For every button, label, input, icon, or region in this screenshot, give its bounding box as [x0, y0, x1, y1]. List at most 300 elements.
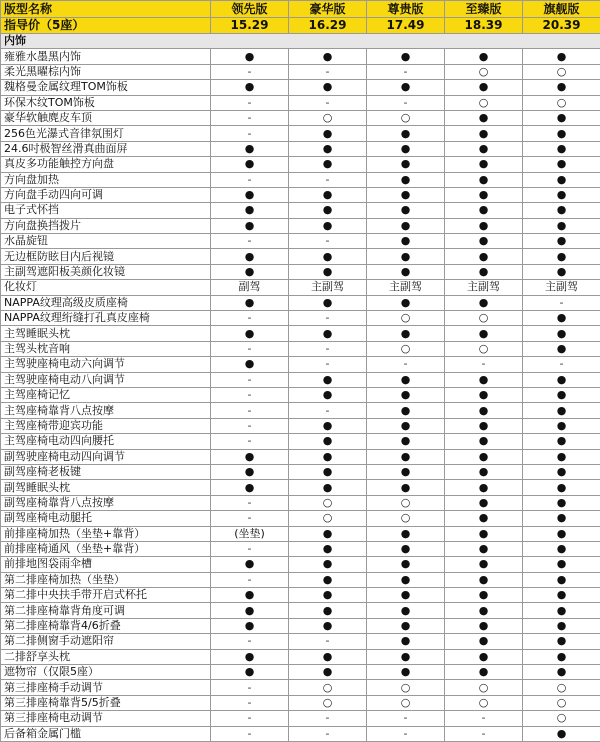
feature-value: 主副驾	[445, 280, 523, 295]
standard-dot-icon: ●	[211, 464, 289, 479]
standard-dot-icon: ●	[523, 311, 600, 326]
standard-dot-icon: ●	[289, 526, 367, 541]
feature-name: 第三排座椅手动调节	[1, 680, 211, 695]
optional-circle-icon: ○	[445, 695, 523, 710]
standard-dot-icon: ●	[445, 203, 523, 218]
price-trim-1: 15.29	[211, 17, 289, 34]
table-row	[1, 157, 600, 172]
standard-dot-icon: ●	[289, 326, 367, 341]
feature-name: 主驾驶座椅电动六向调节	[1, 357, 211, 372]
feature-name: 主驾座椅带迎宾功能	[1, 418, 211, 433]
table-row	[1, 434, 600, 449]
standard-dot-icon: ●	[211, 357, 289, 372]
not-available-mark: -	[211, 372, 289, 387]
standard-dot-icon: ●	[523, 264, 600, 279]
standard-dot-icon: ●	[523, 387, 600, 402]
header-label-model: 版型名称	[1, 1, 211, 18]
standard-dot-icon: ●	[211, 264, 289, 279]
table-row	[1, 665, 600, 680]
feature-name: 第三排座椅靠背5/5折叠	[1, 695, 211, 710]
feature-name: 方向盘手动四向可调	[1, 187, 211, 202]
feature-name: 方向盘加热	[1, 172, 211, 187]
standard-dot-icon: ●	[367, 157, 445, 172]
table-row	[1, 511, 600, 526]
standard-dot-icon: ●	[211, 557, 289, 572]
standard-dot-icon: ●	[445, 588, 523, 603]
standard-dot-icon: ●	[367, 326, 445, 341]
feature-name: 真皮多功能触控方向盘	[1, 157, 211, 172]
standard-dot-icon: ●	[211, 449, 289, 464]
not-available-mark: -	[367, 711, 445, 726]
header-row-price	[1, 17, 600, 34]
optional-circle-icon: ○	[445, 680, 523, 695]
table-row	[1, 295, 600, 310]
feature-name: 电子式怀挡	[1, 203, 211, 218]
standard-dot-icon: ●	[445, 80, 523, 95]
standard-dot-icon: ●	[523, 49, 600, 64]
header-trim-4: 至臻版	[445, 1, 523, 18]
optional-circle-icon: ○	[523, 95, 600, 110]
standard-dot-icon: ●	[523, 403, 600, 418]
optional-circle-icon: ○	[523, 64, 600, 79]
standard-dot-icon: ●	[445, 495, 523, 510]
optional-circle-icon: ○	[289, 110, 367, 125]
standard-dot-icon: ●	[445, 618, 523, 633]
table-row	[1, 711, 600, 726]
header-trim-3: 尊贵版	[367, 1, 445, 18]
standard-dot-icon: ●	[523, 157, 600, 172]
standard-dot-icon: ●	[211, 618, 289, 633]
feature-name: 第二排中央扶手带开启式杯托	[1, 588, 211, 603]
standard-dot-icon: ●	[445, 234, 523, 249]
standard-dot-icon: ●	[367, 541, 445, 556]
table-row	[1, 449, 600, 464]
feature-name: 环保木纹TOM饰板	[1, 95, 211, 110]
standard-dot-icon: ●	[523, 449, 600, 464]
section-title: 内饰	[1, 34, 600, 49]
header-trim-2: 豪华版	[289, 1, 367, 18]
standard-dot-icon: ●	[445, 326, 523, 341]
standard-dot-icon: ●	[523, 172, 600, 187]
standard-dot-icon: ●	[523, 634, 600, 649]
table-row	[1, 341, 600, 356]
standard-dot-icon: ●	[523, 618, 600, 633]
standard-dot-icon: ●	[367, 372, 445, 387]
standard-dot-icon: ●	[289, 434, 367, 449]
table-row	[1, 110, 600, 125]
standard-dot-icon: ●	[211, 218, 289, 233]
not-available-mark: -	[289, 403, 367, 418]
standard-dot-icon: ●	[367, 588, 445, 603]
standard-dot-icon: ●	[367, 603, 445, 618]
feature-name: 24.6吋极智丝滑真曲面屏	[1, 141, 211, 156]
not-available-mark: -	[211, 110, 289, 125]
standard-dot-icon: ●	[523, 80, 600, 95]
standard-dot-icon: ●	[523, 418, 600, 433]
standard-dot-icon: ●	[445, 172, 523, 187]
standard-dot-icon: ●	[289, 203, 367, 218]
feature-name: 第二排座椅加热（坐垫）	[1, 572, 211, 587]
table-row	[1, 726, 600, 741]
standard-dot-icon: ●	[523, 526, 600, 541]
price-trim-3: 17.49	[367, 17, 445, 34]
feature-name: 豪华软触麂皮车顶	[1, 110, 211, 125]
feature-name: 主驾座椅靠背八点按摩	[1, 403, 211, 418]
table-row	[1, 64, 600, 79]
standard-dot-icon: ●	[523, 511, 600, 526]
optional-circle-icon: ○	[289, 695, 367, 710]
standard-dot-icon: ●	[289, 618, 367, 633]
standard-dot-icon: ●	[445, 387, 523, 402]
not-available-mark: -	[211, 711, 289, 726]
feature-name: 化妆灯	[1, 280, 211, 295]
feature-name: 后备箱金属门槛	[1, 726, 211, 741]
standard-dot-icon: ●	[367, 618, 445, 633]
not-available-mark: -	[211, 418, 289, 433]
table-row	[1, 634, 600, 649]
standard-dot-icon: ●	[289, 665, 367, 680]
optional-circle-icon: ○	[367, 695, 445, 710]
standard-dot-icon: ●	[289, 372, 367, 387]
not-available-mark: -	[523, 357, 600, 372]
standard-dot-icon: ●	[523, 541, 600, 556]
optional-circle-icon: ○	[289, 680, 367, 695]
table-row	[1, 203, 600, 218]
standard-dot-icon: ●	[445, 372, 523, 387]
table-row	[1, 80, 600, 95]
standard-dot-icon: ●	[289, 218, 367, 233]
standard-dot-icon: ●	[289, 464, 367, 479]
feature-name: 副驾座椅靠背八点按摩	[1, 495, 211, 510]
not-available-mark: -	[211, 434, 289, 449]
table-row	[1, 464, 600, 479]
price-trim-2: 16.29	[289, 17, 367, 34]
optional-circle-icon: ○	[289, 511, 367, 526]
table-row	[1, 141, 600, 156]
standard-dot-icon: ●	[367, 649, 445, 664]
table-row	[1, 280, 600, 295]
table-row	[1, 418, 600, 433]
standard-dot-icon: ●	[289, 295, 367, 310]
feature-name: 第二排座椅靠背4/6折叠	[1, 618, 211, 633]
table-row	[1, 557, 600, 572]
table-row	[1, 95, 600, 110]
not-available-mark: -	[211, 726, 289, 741]
table-row	[1, 372, 600, 387]
standard-dot-icon: ●	[367, 464, 445, 479]
header-trim-1: 领先版	[211, 1, 289, 18]
optional-circle-icon: ○	[523, 695, 600, 710]
not-available-mark: -	[211, 680, 289, 695]
standard-dot-icon: ●	[367, 172, 445, 187]
header-label-price: 指导价（5座）	[1, 17, 211, 34]
not-available-mark: -	[211, 126, 289, 141]
not-available-mark: -	[211, 387, 289, 402]
standard-dot-icon: ●	[523, 588, 600, 603]
standard-dot-icon: ●	[211, 649, 289, 664]
feature-name: 第三排座椅电动调节	[1, 711, 211, 726]
header-trim-5: 旗舰版	[523, 1, 600, 18]
table-row	[1, 403, 600, 418]
standard-dot-icon: ●	[445, 157, 523, 172]
table-row	[1, 588, 600, 603]
standard-dot-icon: ●	[523, 372, 600, 387]
standard-dot-icon: ●	[445, 187, 523, 202]
table-row	[1, 249, 600, 264]
feature-name: 副驾睡眠头枕	[1, 480, 211, 495]
standard-dot-icon: ●	[445, 264, 523, 279]
not-available-mark: -	[445, 357, 523, 372]
standard-dot-icon: ●	[445, 295, 523, 310]
standard-dot-icon: ●	[445, 572, 523, 587]
not-available-mark: -	[211, 95, 289, 110]
standard-dot-icon: ●	[211, 49, 289, 64]
not-available-mark: -	[211, 311, 289, 326]
standard-dot-icon: ●	[523, 464, 600, 479]
not-available-mark: -	[211, 64, 289, 79]
not-available-mark: -	[211, 572, 289, 587]
feature-name: NAPPA纹理绗缝打孔真皮座椅	[1, 311, 211, 326]
standard-dot-icon: ●	[289, 480, 367, 495]
standard-dot-icon: ●	[367, 218, 445, 233]
not-available-mark: -	[367, 95, 445, 110]
not-available-mark: -	[211, 541, 289, 556]
standard-dot-icon: ●	[445, 511, 523, 526]
standard-dot-icon: ●	[367, 557, 445, 572]
feature-name: 副驾座椅老板键	[1, 464, 211, 479]
standard-dot-icon: ●	[523, 665, 600, 680]
standard-dot-icon: ●	[445, 434, 523, 449]
not-available-mark: -	[289, 95, 367, 110]
standard-dot-icon: ●	[523, 203, 600, 218]
feature-value: 主副驾	[523, 280, 600, 295]
standard-dot-icon: ●	[367, 418, 445, 433]
standard-dot-icon: ●	[289, 649, 367, 664]
standard-dot-icon: ●	[367, 449, 445, 464]
optional-circle-icon: ○	[367, 495, 445, 510]
standard-dot-icon: ●	[211, 249, 289, 264]
standard-dot-icon: ●	[445, 449, 523, 464]
standard-dot-icon: ●	[367, 264, 445, 279]
feature-name: 无边框防眩目内后视镜	[1, 249, 211, 264]
not-available-mark: -	[289, 711, 367, 726]
table-row	[1, 49, 600, 64]
standard-dot-icon: ●	[523, 249, 600, 264]
standard-dot-icon: ●	[367, 295, 445, 310]
standard-dot-icon: ●	[289, 418, 367, 433]
standard-dot-icon: ●	[367, 572, 445, 587]
feature-value: 主副驾	[367, 280, 445, 295]
standard-dot-icon: ●	[289, 541, 367, 556]
standard-dot-icon: ●	[211, 326, 289, 341]
optional-circle-icon: ○	[523, 680, 600, 695]
optional-circle-icon: ○	[367, 110, 445, 125]
not-available-mark: -	[211, 495, 289, 510]
table-row	[1, 218, 600, 233]
table-row	[1, 126, 600, 141]
table-row	[1, 480, 600, 495]
standard-dot-icon: ●	[445, 464, 523, 479]
not-available-mark: -	[367, 64, 445, 79]
table-row	[1, 695, 600, 710]
feature-name: 遮物帘（仅限5座）	[1, 665, 211, 680]
feature-name: 主驾座椅电动四向腰托	[1, 434, 211, 449]
table-row	[1, 187, 600, 202]
standard-dot-icon: ●	[367, 634, 445, 649]
not-available-mark: -	[289, 172, 367, 187]
standard-dot-icon: ●	[367, 480, 445, 495]
standard-dot-icon: ●	[289, 588, 367, 603]
feature-name: 副驾座椅电动腿托	[1, 511, 211, 526]
standard-dot-icon: ●	[367, 526, 445, 541]
standard-dot-icon: ●	[523, 572, 600, 587]
table-row	[1, 311, 600, 326]
not-available-mark: -	[445, 726, 523, 741]
not-available-mark: -	[211, 511, 289, 526]
not-available-mark: -	[211, 634, 289, 649]
feature-name: 256色光瀑式音律氛围灯	[1, 126, 211, 141]
standard-dot-icon: ●	[523, 480, 600, 495]
standard-dot-icon: ●	[211, 80, 289, 95]
standard-dot-icon: ●	[211, 203, 289, 218]
standard-dot-icon: ●	[445, 418, 523, 433]
feature-name: 前排座椅通风（坐垫+靠背）	[1, 541, 211, 556]
table-row	[1, 234, 600, 249]
section-row-interior	[1, 34, 600, 49]
not-available-mark: -	[289, 64, 367, 79]
not-available-mark: -	[289, 311, 367, 326]
standard-dot-icon: ●	[445, 541, 523, 556]
standard-dot-icon: ●	[445, 110, 523, 125]
standard-dot-icon: ●	[445, 634, 523, 649]
table-row	[1, 172, 600, 187]
standard-dot-icon: ●	[445, 126, 523, 141]
standard-dot-icon: ●	[289, 557, 367, 572]
standard-dot-icon: ●	[367, 387, 445, 402]
table-row	[1, 495, 600, 510]
feature-name: 水晶旋钮	[1, 234, 211, 249]
feature-name: NAPPA纹理高级皮质座椅	[1, 295, 211, 310]
standard-dot-icon: ●	[445, 49, 523, 64]
not-available-mark: -	[367, 357, 445, 372]
standard-dot-icon: ●	[367, 249, 445, 264]
standard-dot-icon: ●	[523, 110, 600, 125]
standard-dot-icon: ●	[445, 249, 523, 264]
standard-dot-icon: ●	[523, 495, 600, 510]
not-available-mark: -	[211, 403, 289, 418]
feature-name: 魏格曼金属纹理TOM饰板	[1, 80, 211, 95]
table-row	[1, 357, 600, 372]
optional-circle-icon: ○	[523, 711, 600, 726]
standard-dot-icon: ●	[523, 341, 600, 356]
standard-dot-icon: ●	[289, 49, 367, 64]
feature-name: 主驾头枕音响	[1, 341, 211, 356]
table-row	[1, 541, 600, 556]
standard-dot-icon: ●	[445, 141, 523, 156]
standard-dot-icon: ●	[367, 203, 445, 218]
not-available-mark: -	[289, 634, 367, 649]
feature-name: 方向盘换挡拨片	[1, 218, 211, 233]
standard-dot-icon: ●	[289, 603, 367, 618]
standard-dot-icon: ●	[523, 326, 600, 341]
standard-dot-icon: ●	[445, 526, 523, 541]
standard-dot-icon: ●	[523, 603, 600, 618]
standard-dot-icon: ●	[445, 480, 523, 495]
standard-dot-icon: ●	[445, 603, 523, 618]
price-trim-4: 18.39	[445, 17, 523, 34]
not-available-mark: -	[289, 234, 367, 249]
feature-name: 前排座椅加热（坐垫+靠背）	[1, 526, 211, 541]
standard-dot-icon: ●	[367, 49, 445, 64]
standard-dot-icon: ●	[445, 665, 523, 680]
standard-dot-icon: ●	[367, 434, 445, 449]
standard-dot-icon: ●	[523, 141, 600, 156]
standard-dot-icon: ●	[289, 264, 367, 279]
feature-name: 柔光黑曜棕内饰	[1, 64, 211, 79]
table-row	[1, 526, 600, 541]
standard-dot-icon: ●	[523, 557, 600, 572]
feature-value: (坐垫)	[211, 526, 289, 541]
not-available-mark: -	[211, 234, 289, 249]
standard-dot-icon: ●	[289, 449, 367, 464]
standard-dot-icon: ●	[211, 187, 289, 202]
feature-value: 副驾	[211, 280, 289, 295]
feature-name: 前排地图袋雨伞槽	[1, 557, 211, 572]
standard-dot-icon: ●	[289, 387, 367, 402]
standard-dot-icon: ●	[367, 234, 445, 249]
optional-circle-icon: ○	[367, 311, 445, 326]
price-trim-5: 20.39	[523, 17, 600, 34]
feature-name: 二排舒享头枕	[1, 649, 211, 664]
table-row	[1, 618, 600, 633]
feature-name: 第二排侧窗手动遮阳帘	[1, 634, 211, 649]
not-available-mark: -	[445, 711, 523, 726]
standard-dot-icon: ●	[367, 403, 445, 418]
feature-name: 主驾座椅记忆	[1, 387, 211, 402]
standard-dot-icon: ●	[289, 141, 367, 156]
feature-name: 主驾驶座椅电动八向调节	[1, 372, 211, 387]
feature-name: 第二排座椅靠背角度可调	[1, 603, 211, 618]
standard-dot-icon: ●	[289, 126, 367, 141]
feature-name: 主副驾遮阳板美颜化妆镜	[1, 264, 211, 279]
standard-dot-icon: ●	[211, 295, 289, 310]
standard-dot-icon: ●	[289, 157, 367, 172]
table-row	[1, 649, 600, 664]
standard-dot-icon: ●	[289, 572, 367, 587]
not-available-mark: -	[211, 341, 289, 356]
table-row	[1, 603, 600, 618]
not-available-mark: -	[289, 341, 367, 356]
not-available-mark: -	[211, 695, 289, 710]
standard-dot-icon: ●	[211, 157, 289, 172]
standard-dot-icon: ●	[445, 557, 523, 572]
standard-dot-icon: ●	[289, 249, 367, 264]
not-available-mark: -	[523, 295, 600, 310]
standard-dot-icon: ●	[523, 126, 600, 141]
standard-dot-icon: ●	[211, 141, 289, 156]
standard-dot-icon: ●	[445, 218, 523, 233]
optional-circle-icon: ○	[445, 311, 523, 326]
standard-dot-icon: ●	[367, 665, 445, 680]
table-row	[1, 680, 600, 695]
standard-dot-icon: ●	[211, 665, 289, 680]
feature-name: 雍雅水墨黑内饰	[1, 49, 211, 64]
standard-dot-icon: ●	[211, 588, 289, 603]
standard-dot-icon: ●	[289, 187, 367, 202]
table-row	[1, 326, 600, 341]
feature-value: 主副驾	[289, 280, 367, 295]
standard-dot-icon: ●	[367, 126, 445, 141]
